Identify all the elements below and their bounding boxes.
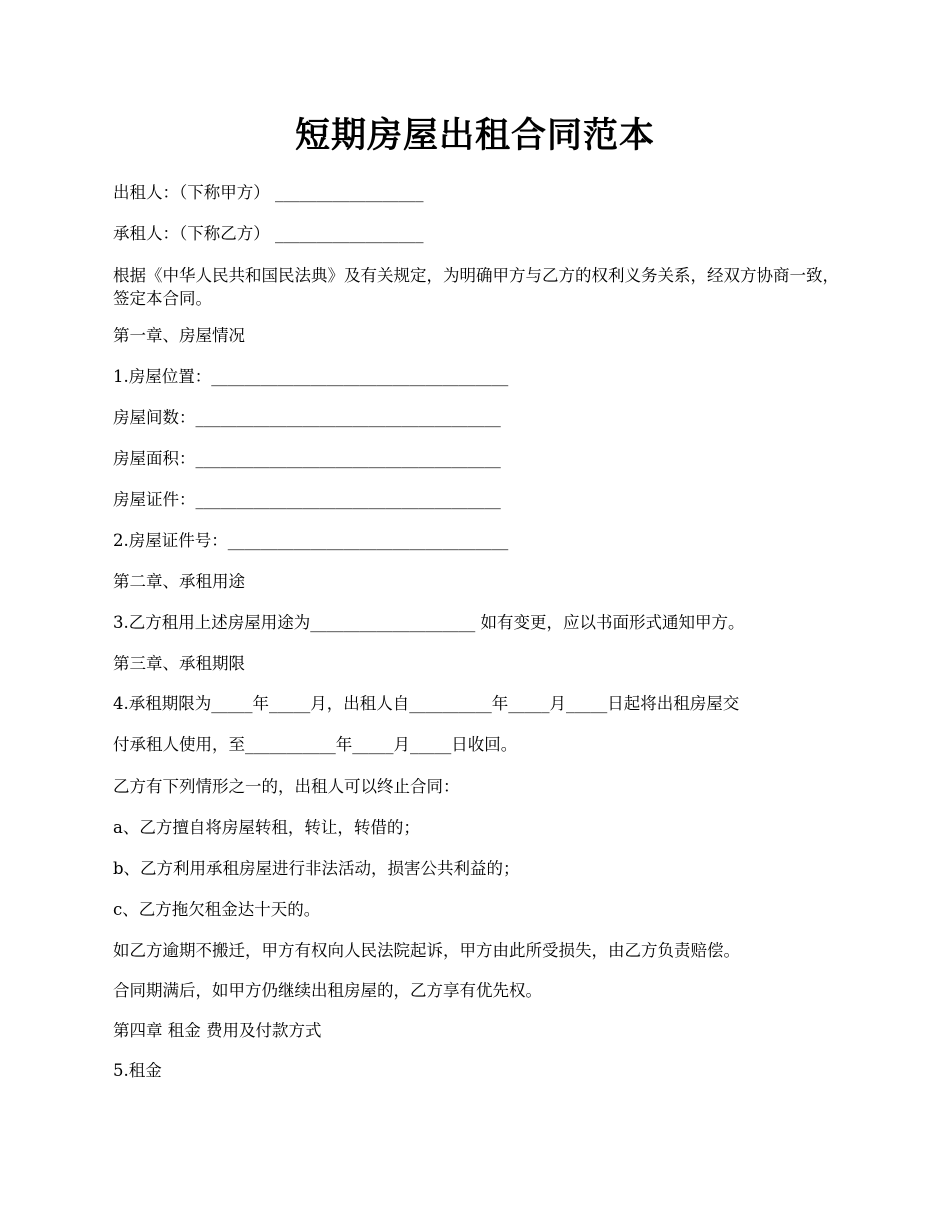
term-clause-line-2: 付承租人使用，至___________年_____月_____日收回。 bbox=[113, 735, 518, 754]
chapter-4-heading: 第四章 租金 费用及付款方式 bbox=[113, 1021, 322, 1040]
lessor-line: 出租人：（下称甲方） __________________ bbox=[113, 183, 424, 202]
house-certificate-line: 房屋证件：_____________________________________ bbox=[113, 490, 501, 509]
house-area-line: 房屋面积：_____________________________________ bbox=[113, 449, 501, 468]
chapter-2-heading: 第二章、承租用途 bbox=[113, 572, 245, 591]
chapter-3-heading: 第三章、承租期限 bbox=[113, 654, 245, 673]
termination-item-c: c、乙方拖欠租金达十天的。 bbox=[113, 900, 321, 919]
house-location-line: 1.房屋位置：____________________________________ bbox=[113, 367, 509, 386]
document-title: 短期房屋出租合同范本 bbox=[294, 115, 655, 156]
overdue-clause: 如乙方逾期不搬迁，甲方有权向人民法院起诉，甲方由此所受损失，由乙方负责赔偿。 bbox=[113, 941, 740, 960]
preamble-paragraph: 根据《中华人民共和国民法典》及有关规定，为明确甲方与乙方的权利义务关系，经双方协商一致，签定本合同。 bbox=[113, 266, 839, 308]
termination-intro: 乙方有下列情形之一的，出租人可以终止合同： bbox=[113, 777, 460, 796]
usage-clause: 3.乙方租用上述房屋用途为____________________ 如有变更，应以书面形式通知甲方。 bbox=[113, 613, 745, 632]
chapter-1-heading: 第一章、房屋情况 bbox=[113, 326, 245, 345]
lessee-line: 承租人：（下称乙方） __________________ bbox=[113, 224, 424, 243]
termination-item-a: a、乙方擅自将房屋转租，转让，转借的； bbox=[113, 818, 420, 837]
rent-section-heading: 5.租金 bbox=[113, 1061, 162, 1080]
priority-clause: 合同期满后，如甲方仍继续出租房屋的，乙方享有优先权。 bbox=[113, 981, 542, 1000]
certificate-number-line: 2.房屋证件号：__________________________________ bbox=[113, 531, 509, 550]
room-count-line: 房屋间数：_____________________________________ bbox=[113, 408, 501, 427]
term-clause-line-1: 4.承租期限为_____年_____月，出租人自__________年_____月_____日起将出租房屋交 bbox=[113, 694, 740, 713]
termination-item-b: b、乙方利用承租房屋进行非法活动，损害公共利益的； bbox=[113, 859, 520, 878]
